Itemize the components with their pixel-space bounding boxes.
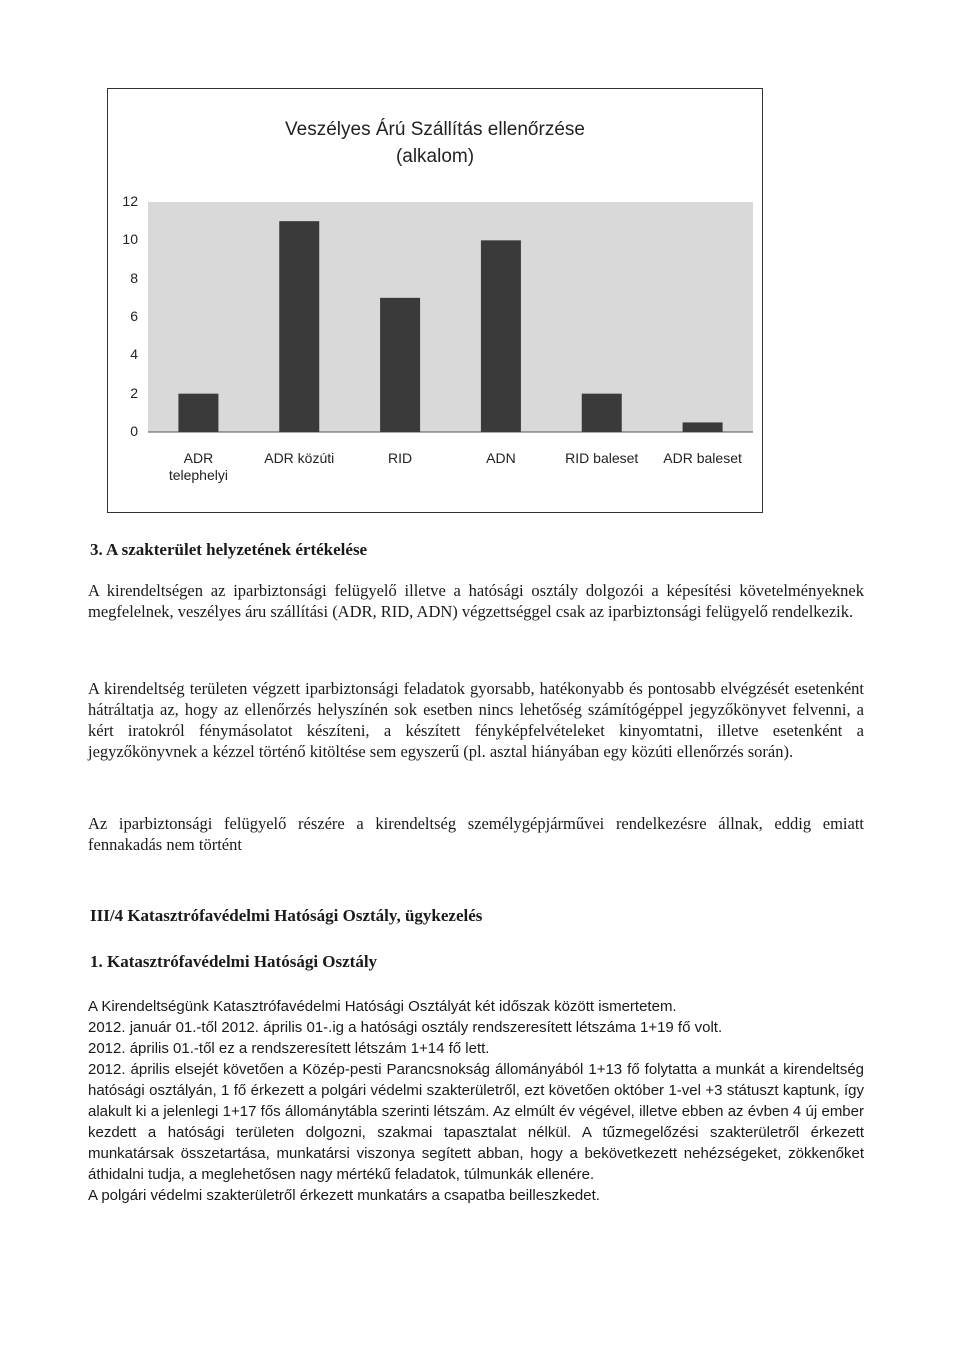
- bar: [481, 240, 521, 432]
- x-category-label: RID: [388, 450, 413, 466]
- bar-chart: [107, 88, 763, 513]
- x-category-label: RID baleset: [565, 450, 639, 466]
- bar: [279, 221, 319, 432]
- chart-title: Veszélyes Árú Szállítás ellenőrzése: [285, 119, 585, 140]
- section1-body: [88, 996, 864, 1206]
- y-tick-label: 4: [130, 346, 138, 363]
- y-tick-label: 0: [130, 423, 138, 439]
- y-tick-label: 8: [130, 269, 138, 286]
- chart-subtitle: (alkalom): [395, 146, 475, 167]
- line-apr: 2012. április 01.-től ez a rendszeresített létszám 1+14 fő lett.: [88, 1040, 490, 1057]
- section-heading-iii4: III/4 Katasztrófavédelmi Hatósági Osztály, ügykezelés: [90, 906, 483, 925]
- bar: [178, 394, 218, 432]
- paragraph-text: Az iparbiztonsági felügyelő részére a kirendeltség személygépjárművei rendelkezésre állnak, eddig emiatt fennakadás nem történt: [88, 814, 864, 854]
- paragraph-text: A kirendeltség területen végzett iparbiztonsági feladatok gyorsabb, hatékonyabb és pontosabb elvégzését esetenként hátráltatja az, hogy az ellenőrzés helyszínén sok esetben nincs lehetőség számítógéppel jegyzőkönyvet felvenni, a kért iratokról fénymásolatot készíteni, a készített fényképfelvételeket kinyomtatni, illetve esetenként a jegyzőkönyvnek a kézzel történő kitöltése sem egyszerű (pl. asztal hiányában egy közúti ellenőrzés során).: [88, 679, 864, 761]
- x-category-label: ADR telephelyi: [168, 450, 228, 483]
- line-civil-defence: A polgári védelmi szakterületről érkezett munkatárs a csapatba beilleszkedet.: [88, 1187, 600, 1204]
- section-heading-3: 3. A szakterület helyzetének értékelése: [90, 540, 368, 559]
- paragraph-vehicles: [88, 813, 864, 855]
- bar: [683, 422, 723, 432]
- y-tick-label: 12: [122, 193, 138, 209]
- chart-plot: [108, 89, 762, 512]
- y-tick-label: 6: [130, 308, 138, 324]
- paragraph-text: A kirendeltségen az iparbiztonsági felügyelő illetve a hatósági osztály dolgozói a képesítési követelményeknek megfelelnek, veszélyes áru szállítási (ADR, RID, ADN) végzettséggel csak az iparbiztonsági felügyelő rendelkezik.: [88, 581, 864, 621]
- plot-background: [148, 202, 753, 432]
- paragraph-field-work: [88, 678, 864, 762]
- paragraph-qualification: [88, 580, 864, 622]
- bar: [380, 298, 420, 432]
- line-jan-apr: 2012. január 01.-től 2012. április 01-.ig a hatósági osztály rendszeresített létszáma 1+19 fő volt.: [88, 1019, 723, 1036]
- line-intro: A Kirendeltségünk Katasztrófavédelmi Hatósági Osztályát két időszak között ismertetem.: [88, 998, 677, 1015]
- x-category-label: ADN: [486, 450, 516, 466]
- x-category-label: ADR közúti: [264, 450, 335, 466]
- x-category-label: ADR baleset: [663, 450, 742, 466]
- y-tick-label: 2: [130, 384, 138, 401]
- section-heading-1: 1. Katasztrófavédelmi Hatósági Osztály: [90, 952, 378, 971]
- paragraph-staffing: 2012. április elsejét követően a Közép-pesti Parancsnokság állományából 1+13 fő folytatta a munkát a kirendeltség hatósági osztályán, 1 fő érkezett a polgári védelmi szakterületről, ezt követően október 1-vel +3 státuszt kaptunk, így alakult ki a jelenlegi 1+17 fős állománytábla szerinti létszám. Az elmúlt év végével, illetve ebben az évben 4 új ember kezdett a hatósági területen dolgozni, szakmai tapasztalat nélkül. A tűzmegelőzési szakterületről érkezett munkatársak összetartása, munkatársi viszonya segített abban, hogy a bekövetkezett nehézségeket, zökkenőket áthidalni tudja, a meglehetősen nagy mértékű feladatok, túlmunkák ellenére.: [88, 1061, 864, 1183]
- bar: [582, 394, 622, 432]
- y-tick-label: 10: [122, 231, 138, 248]
